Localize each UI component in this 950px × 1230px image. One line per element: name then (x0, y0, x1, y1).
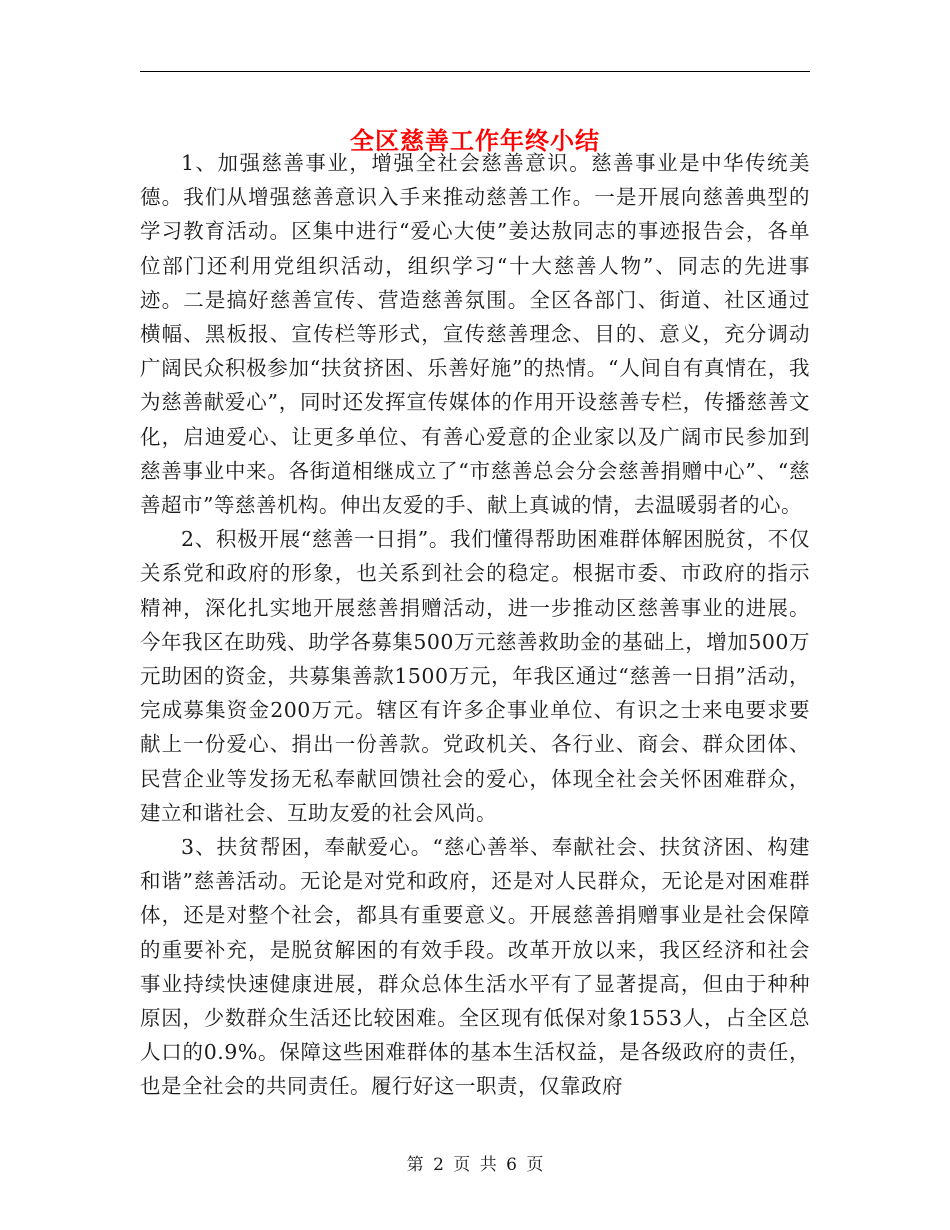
document-body (140, 146, 810, 1104)
paragraph-3: 3、扶贫帮困，奉献爱心。“慈心善举、奉献社会、扶贫济困、构建和谐”慈善活动。无论是对党和政府，还是对人民群众，无论是对困难群体，还是对整个社会，都具有重要意义。开展慈善捐赠事业是社会保障的重要补充，是脱贫解困的有效手段。改革开放以来，我区经济和社会事业持续快速健康进展，群众总体生活水平有了显著提高，但由于种种原因，少数群众生活还比较困难。全区现有低保对象1553人，占全区总人口的0.9%。保障这些困难群体的基本生活权益，是各级政府的责任，也是全社会的共同责任。履行好这一职责，仅靠政府 (140, 835, 810, 1099)
paragraph-1: 1、加强慈善事业，增强全社会慈善意识。慈善事业是中华传统美德。我们从增强慈善意识入手来推动慈善工作。一是开展向慈善典型的学习教育活动。区集中进行“爱心大使”姜达敖同志的事迹报告会，各单位部门还利用党组织活动，组织学习“十大慈善人物”、同志的先进事迹。二是搞好慈善宣传、营造慈善氛围。全区各部门、街道、社区通过横幅、黑板报、宣传栏等形式，宣传慈善理念、目的、意义，充分调动广阔民众积极参加“扶贫挤困、乐善好施”的热情。“人间自有真情在，我为慈善献爱心”，同时还发挥宣传媒体的作用开设慈善专栏，传播慈善文化，启迪爱心、让更多单位、有善心爱意的企业家以及广阔市民参加到慈善事业中来。各街道相继成立了“市慈善总会分会慈善捐赠中心”、“慈善超市”等慈善机构。伸出友爱的手、献上真诚的情，去温暖弱者的心。 (140, 151, 810, 518)
page-number-footer: 第 2 页 共 6 页 (406, 1155, 544, 1175)
document-title: 全区慈善工作年终小结 (350, 126, 600, 156)
paragraph-2: 2、积极开展“慈善一日捐”。我们懂得帮助困难群体解困脱贫，不仅关系党和政府的形象，也关系到社会的稳定。根据市委、市政府的指示精神，深化扎实地开展慈善捐赠活动，进一步推动区慈善事业的进展。今年我区在助残、助学各募集500万元慈善救助金的基础上，增加500万元助困的资金，共募集善款1500万元，年我区通过“慈善一日捐”活动，完成募集资金200万元。辖区有许多企事业单位、有识之士来电要求要献上一份爱心、捐出一份善款。党政机关、各行业、商会、群众团体、民营企业等发扬无私奉献回馈社会的爱心，体现全社会关怀困难群众，建立和谐社会、互助友爱的社会风尚。 (140, 527, 810, 825)
header-rule (140, 71, 810, 72)
